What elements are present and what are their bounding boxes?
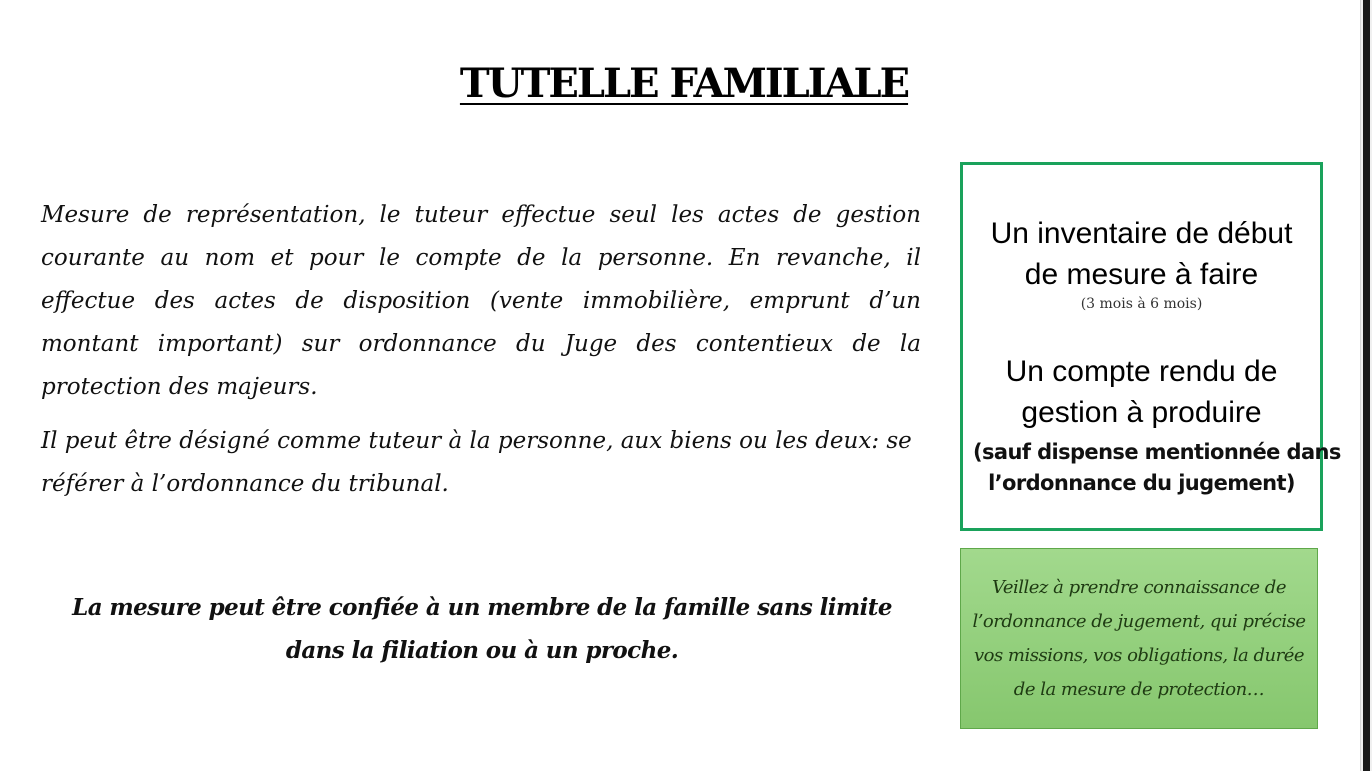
report-heading: Un compte rendu de gestion à produire	[1005, 355, 1278, 429]
page-title: TUTELLE FAMILIALE	[459, 60, 909, 107]
obligations-box	[960, 162, 1341, 531]
main-description	[41, 194, 921, 517]
report-exemption-line1: (sauf dispense mentionnée dans	[973, 440, 1341, 464]
paragraph-designation: Il peut être désigné comme tuteur à la personne, aux biens ou les deux: se référer à l’ordonnance du tribunal.	[41, 428, 912, 497]
inventory-block	[963, 213, 1320, 313]
report-exemption-line2: l’ordonnance du jugement)	[988, 471, 1295, 495]
inventory-deadline: (3 mois à 6 mois)	[1080, 296, 1203, 312]
highlight-statement: La mesure peut être confiée à un membre de la famille sans limite dans la filiation ou à un proche.	[72, 594, 892, 664]
paragraph-representation: Mesure de représentation, le tuteur effectue seul les actes de gestion courante au nom et pour le compte de la personne. En revanche, il effectue des actes de disposition (vente immobilière, emprunt d’un montant important) sur ordonnance du Juge des contentieux de la protection des majeurs.	[41, 202, 921, 400]
report-block	[963, 351, 1341, 495]
advice-note	[960, 548, 1318, 729]
vertical-scrollbar[interactable]	[1360, 0, 1372, 771]
scrollbar-thumb[interactable]	[1363, 0, 1370, 771]
advice-note-text: Veillez à prendre connaissance de l’ordonnance de jugement, qui précise vos missions, vos obligations, la durée de la mesure de protection…	[972, 576, 1306, 700]
inventory-heading: Un inventaire de début de mesure à faire	[990, 217, 1293, 291]
